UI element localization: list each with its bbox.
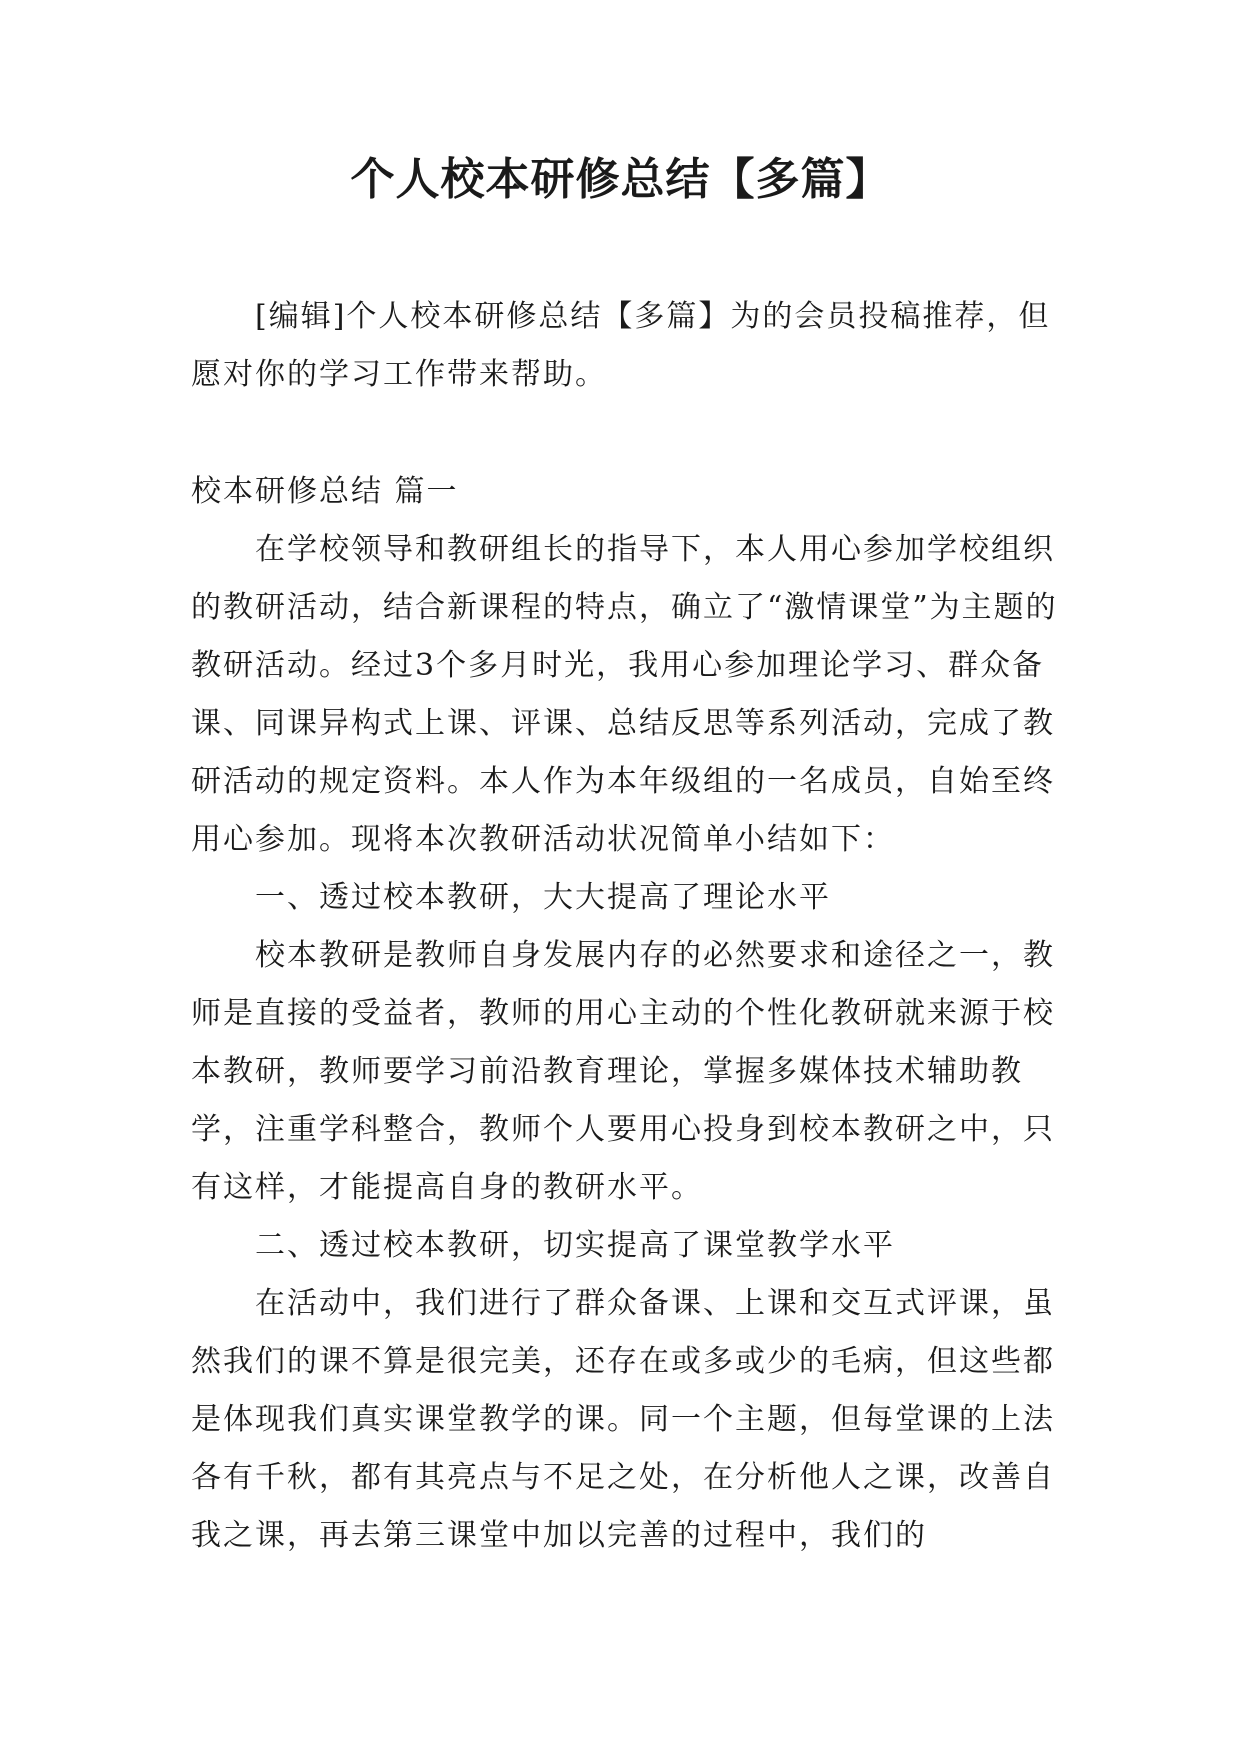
subheading-teaching: 二、透过校本教研，切实提高了课堂教学水平 <box>255 1228 895 1263</box>
section-title: 校本研修总结 篇一 <box>191 474 459 509</box>
intro-paragraph: [编辑]个人校本研修总结【多篇】为的会员投稿推荐，但愿对你的学习工作带来帮助。 <box>191 299 1051 392</box>
document-title: 个人校本研修总结【多篇】 <box>350 154 891 205</box>
intro-block <box>191 288 1061 404</box>
body-paragraph: 在活动中，我们进行了群众备课、上课和交互式评课，虽然我们的课不算是很完美，还存在或多或少的毛病，但这些都是体现我们真实课堂教学的课。同一个主题，但每堂课的上法各有千秋，都有其亮点与不足之处，在分析他人之课，改善自我之课，再去第三课堂中加以完善的过程中，我们的 <box>191 1286 1055 1553</box>
subheading-theory: 一、透过校本教研，大大提高了理论水平 <box>255 880 831 915</box>
body-paragraph: 校本教研是教师自身发展内存的必然要求和途径之一，教师是直接的受益者，教师的用心主动的个性化教研就来源于校本教研，教师要学习前沿教育理论，掌握多媒体技术辅助教学，注重学科整合，教师个人要用心投身到校本教研之中，只有这样，才能提高自身的教研水平。 <box>191 938 1055 1205</box>
body-paragraph: 在学校领导和教研组长的指导下，本人用心参加学校组织的教研活动，结合新课程的特点，确立了“激情课堂”为主题的教研活动。经过3个多月时光，我用心参加理论学习、群众备课、同课异构式上课、评课、总结反思等系列活动，完成了教研活动的规定资料。本人作为本年级组的一名成员，自始至终用心参加。现将本次教研活动状况简单小结如下： <box>191 532 1058 857</box>
main-content <box>191 463 1061 1565</box>
